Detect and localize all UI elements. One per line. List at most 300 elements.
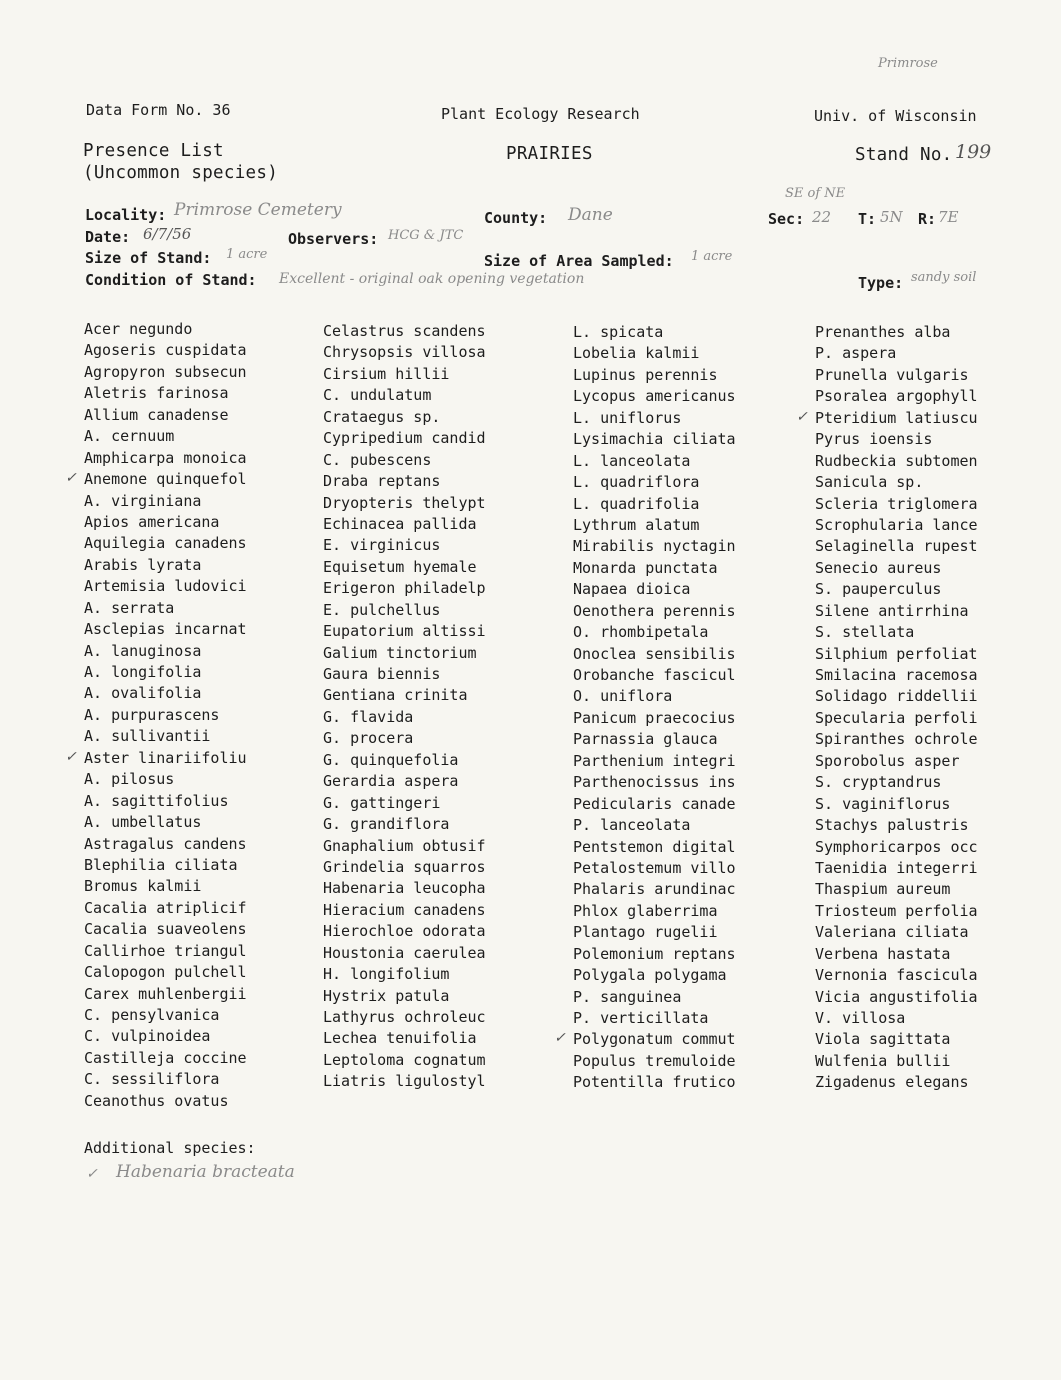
species-name: C. pensylvanica bbox=[84, 1006, 220, 1024]
species-row bbox=[573, 944, 813, 965]
species-name: Prunella vulgaris bbox=[815, 365, 969, 384]
species-name: Dryopteris thelypt bbox=[323, 493, 486, 512]
species-row bbox=[815, 558, 1055, 579]
species-row bbox=[815, 858, 1055, 879]
species-row bbox=[84, 984, 324, 1005]
species-row bbox=[84, 362, 324, 383]
species-name: Cypripedium candid bbox=[323, 429, 486, 448]
species-row bbox=[796, 408, 1055, 429]
species-name: S. cryptandrus bbox=[815, 773, 942, 792]
species-row bbox=[84, 962, 324, 983]
species-name: A. serrata bbox=[84, 598, 175, 617]
species-name: Bromus kalmii bbox=[84, 877, 202, 896]
species-row bbox=[323, 321, 563, 342]
township-value: 5N bbox=[880, 208, 903, 226]
species-row bbox=[815, 494, 1055, 515]
species-name: Cirsium hillii bbox=[323, 364, 450, 383]
species-row bbox=[84, 340, 324, 361]
species-name: Ceanothus ovatus bbox=[84, 1091, 229, 1110]
size-of-stand-value: 1 acre bbox=[226, 247, 268, 262]
species-name: Lycopus americanus bbox=[573, 387, 736, 406]
species-name: O. rhombipetala bbox=[573, 623, 709, 642]
species-row bbox=[815, 579, 1055, 600]
species-name: Potentilla frutico bbox=[573, 1073, 736, 1092]
species-row bbox=[323, 1007, 563, 1028]
species-name: Valeriana ciliata bbox=[815, 923, 969, 942]
species-row bbox=[323, 1050, 563, 1071]
species-name: Scleria triglomera bbox=[815, 494, 978, 513]
species-name: Callirhoe triangul bbox=[84, 941, 247, 960]
species-row bbox=[84, 876, 324, 897]
species-name: V. villosa bbox=[815, 1009, 906, 1027]
species-row bbox=[84, 1048, 324, 1069]
species-name: H. longifolium bbox=[323, 965, 450, 984]
species-row bbox=[573, 901, 813, 922]
species-row bbox=[323, 535, 563, 556]
species-name: A. sullivantii bbox=[84, 727, 211, 746]
species-row bbox=[815, 944, 1055, 965]
species-row bbox=[815, 322, 1055, 343]
species-name: Leptoloma cognatum bbox=[323, 1050, 486, 1069]
species-row bbox=[84, 619, 324, 640]
species-name: C. vulpinoidea bbox=[84, 1027, 211, 1046]
species-row bbox=[815, 472, 1055, 493]
species-row bbox=[573, 622, 813, 643]
species-row bbox=[323, 407, 563, 428]
species-row bbox=[815, 708, 1055, 729]
species-row bbox=[323, 643, 563, 664]
species-name: Pentstemon digital bbox=[573, 837, 736, 856]
species-row bbox=[573, 579, 813, 600]
species-name: G. grandiflora bbox=[323, 815, 450, 834]
species-row bbox=[84, 512, 324, 533]
range-value: 7E bbox=[938, 208, 959, 226]
species-row bbox=[815, 922, 1055, 943]
species-name: Hierochloe odorata bbox=[323, 922, 486, 941]
species-row bbox=[84, 1005, 324, 1026]
species-name: A. umbellatus bbox=[84, 813, 202, 832]
species-row bbox=[573, 794, 813, 815]
species-name: Cacalia suaveolens bbox=[84, 920, 247, 939]
species-name: Petalostemum villo bbox=[573, 858, 736, 877]
species-row bbox=[84, 705, 324, 726]
species-name: Napaea dioica bbox=[573, 580, 691, 599]
species-row bbox=[84, 319, 324, 340]
species-name: Verbena hastata bbox=[815, 944, 951, 963]
species-name: Polygonatum commut bbox=[573, 1030, 736, 1049]
species-row bbox=[65, 748, 324, 769]
species-row bbox=[323, 664, 563, 685]
organization: Plant Ecology Research bbox=[441, 105, 640, 123]
species-name: Erigeron philadelp bbox=[323, 579, 486, 598]
species-name: Parthenium integri bbox=[573, 751, 736, 770]
species-name: Calopogon pulchell bbox=[84, 963, 247, 982]
species-row bbox=[323, 814, 563, 835]
species-row bbox=[84, 641, 324, 662]
species-row bbox=[84, 598, 324, 619]
species-row bbox=[573, 965, 813, 986]
species-name: Cacalia atriplicif bbox=[84, 898, 247, 917]
range-label: R: bbox=[918, 210, 937, 228]
species-name: Gerardia aspera bbox=[323, 772, 459, 791]
county-value: Dane bbox=[568, 205, 613, 225]
species-row bbox=[323, 986, 563, 1007]
section-value: 22 bbox=[812, 208, 832, 226]
species-row bbox=[815, 451, 1055, 472]
species-name: Arabis lyrata bbox=[84, 555, 202, 574]
species-name: Symphoricarpos occ bbox=[815, 837, 978, 856]
species-row bbox=[573, 858, 813, 879]
species-row bbox=[323, 964, 563, 985]
species-name: G. quinquefolia bbox=[323, 750, 459, 769]
species-row bbox=[573, 558, 813, 579]
species-name: Selaginella rupest bbox=[815, 537, 978, 556]
species-name: Blephilia ciliata bbox=[84, 855, 238, 874]
species-row bbox=[323, 450, 563, 471]
species-name: Hystrix patula bbox=[323, 986, 450, 1005]
species-row bbox=[84, 448, 324, 469]
species-name: Lupinus perennis bbox=[573, 365, 718, 384]
species-row bbox=[573, 515, 813, 536]
species-row bbox=[573, 751, 813, 772]
species-name: Agoseris cuspidata bbox=[84, 341, 247, 360]
species-row bbox=[323, 728, 563, 749]
species-name: A. pilosus bbox=[84, 770, 175, 789]
species-name: Gaura biennis bbox=[323, 665, 441, 683]
species-name: Oenothera perennis bbox=[573, 601, 736, 620]
species-row bbox=[815, 751, 1055, 772]
species-name: G. procera bbox=[323, 729, 414, 748]
additional-species-entry: Habenaria bracteata bbox=[116, 1162, 295, 1182]
species-row bbox=[573, 386, 813, 407]
species-name: A. purpurascens bbox=[84, 705, 220, 724]
species-name: L. quadrifolia bbox=[573, 494, 700, 513]
species-name: P. sanguinea bbox=[573, 987, 682, 1006]
species-name: Chrysopsis villosa bbox=[323, 343, 486, 362]
corner-note: Primrose bbox=[878, 56, 938, 71]
species-row bbox=[323, 385, 563, 406]
species-name: Pteridium latiuscu bbox=[815, 408, 978, 427]
species-name: Liatris ligulostyl bbox=[323, 1072, 486, 1091]
species-name: Senecio aureus bbox=[815, 558, 942, 577]
species-column-1 bbox=[65, 319, 324, 1112]
species-row bbox=[815, 536, 1055, 557]
species-row bbox=[323, 621, 563, 642]
species-row bbox=[815, 729, 1055, 750]
species-row bbox=[84, 1069, 324, 1090]
species-row bbox=[323, 943, 563, 964]
species-row bbox=[815, 686, 1055, 707]
locality-value: Primrose Cemetery bbox=[174, 200, 342, 220]
species-row bbox=[573, 343, 813, 364]
species-name: S. vaginiflorus bbox=[815, 794, 951, 813]
species-row bbox=[815, 644, 1055, 665]
county-label: County: bbox=[484, 209, 548, 227]
species-row bbox=[323, 578, 563, 599]
species-name: Pyrus ioensis bbox=[815, 430, 933, 449]
species-name: Crataegus sp. bbox=[323, 407, 441, 426]
species-name: Silene antirrhina bbox=[815, 601, 969, 620]
species-row bbox=[573, 494, 813, 515]
species-name: Asclepias incarnat bbox=[84, 620, 247, 639]
species-row bbox=[65, 469, 324, 490]
species-row bbox=[323, 364, 563, 385]
species-row bbox=[815, 772, 1055, 793]
stand-number-label: Stand No. bbox=[855, 145, 953, 165]
species-name: L. uniflorus bbox=[573, 408, 682, 427]
page-subtitle: (Uncommon species) bbox=[83, 163, 279, 183]
additional-check-mark: ✓ bbox=[86, 1166, 98, 1182]
species-row bbox=[323, 493, 563, 514]
page-title: Presence List bbox=[83, 141, 224, 161]
species-name: Vicia angustifolia bbox=[815, 987, 978, 1006]
species-row bbox=[573, 644, 813, 665]
species-name: A. sagittifolius bbox=[84, 791, 229, 810]
check-mark: ✓ bbox=[796, 408, 808, 425]
species-name: Scrophularia lance bbox=[815, 515, 978, 534]
species-row bbox=[815, 901, 1055, 922]
species-name: L. quadriflora bbox=[573, 473, 700, 492]
species-name: Lobelia kalmii bbox=[573, 344, 700, 363]
species-name: Monarda punctata bbox=[573, 558, 718, 577]
species-row bbox=[815, 815, 1055, 836]
species-name: Prenanthes alba bbox=[815, 323, 951, 341]
species-name: Polygala polygama bbox=[573, 966, 727, 985]
species-name: Apios americana bbox=[84, 512, 220, 531]
check-mark: ✓ bbox=[65, 748, 77, 765]
species-name: Celastrus scandens bbox=[323, 322, 486, 340]
species-row bbox=[84, 791, 324, 812]
species-name: P. verticillata bbox=[573, 1009, 709, 1027]
observers-value: HCG & JTC bbox=[388, 228, 464, 243]
species-row bbox=[573, 815, 813, 836]
species-row bbox=[573, 729, 813, 750]
species-row bbox=[84, 941, 324, 962]
species-row bbox=[84, 426, 324, 447]
species-name: Orobanche fascicul bbox=[573, 666, 736, 684]
species-row bbox=[573, 686, 813, 707]
species-row bbox=[573, 322, 813, 343]
species-row bbox=[323, 342, 563, 363]
size-area-sampled-label: Size of Area Sampled: bbox=[484, 252, 674, 270]
species-row bbox=[815, 343, 1055, 364]
species-row bbox=[84, 491, 324, 512]
species-name: P. aspera bbox=[815, 344, 897, 363]
species-row bbox=[573, 1008, 813, 1029]
species-name: Lythrum alatum bbox=[573, 515, 700, 534]
observers-label: Observers: bbox=[288, 230, 379, 248]
species-row bbox=[323, 428, 563, 449]
species-name: Parthenocissus ins bbox=[573, 773, 736, 792]
species-row bbox=[323, 707, 563, 728]
size-of-stand-label: Size of Stand: bbox=[85, 249, 212, 267]
locality-label: Locality: bbox=[85, 206, 167, 224]
species-name: A. longifolia bbox=[84, 663, 202, 681]
species-name: Psoralea argophyll bbox=[815, 387, 978, 406]
date-value: 6/7/56 bbox=[143, 225, 192, 243]
species-name: Lathyrus ochroleuc bbox=[323, 1008, 486, 1026]
species-row bbox=[573, 1051, 813, 1072]
species-row bbox=[323, 857, 563, 878]
species-name: P. lanceolata bbox=[573, 816, 691, 835]
species-row bbox=[323, 1028, 563, 1049]
species-name: Gnaphalium obtusif bbox=[323, 836, 486, 855]
species-name: Smilacina racemosa bbox=[815, 666, 978, 684]
species-row bbox=[323, 514, 563, 535]
species-row bbox=[815, 429, 1055, 450]
species-row bbox=[84, 405, 324, 426]
species-name: Mirabilis nyctagin bbox=[573, 537, 736, 556]
species-name: Lysimachia ciliata bbox=[573, 430, 736, 449]
species-row bbox=[323, 471, 563, 492]
species-row bbox=[323, 921, 563, 942]
species-name: Thaspium aureum bbox=[815, 880, 951, 899]
species-row bbox=[84, 383, 324, 404]
condition-label: Condition of Stand: bbox=[85, 271, 257, 289]
species-row bbox=[323, 793, 563, 814]
species-row bbox=[84, 555, 324, 576]
species-row bbox=[573, 451, 813, 472]
species-name: A. virginiana bbox=[84, 491, 202, 510]
species-row bbox=[84, 769, 324, 790]
species-row bbox=[573, 665, 813, 686]
species-name: Rudbeckia subtomen bbox=[815, 451, 978, 470]
species-name: Sporobolus asper bbox=[815, 751, 960, 770]
size-area-sampled-value: 1 acre bbox=[691, 249, 733, 264]
species-name: C. undulatum bbox=[323, 386, 432, 405]
species-row bbox=[84, 812, 324, 833]
species-row bbox=[84, 576, 324, 597]
species-row bbox=[573, 601, 813, 622]
university: Univ. of Wisconsin bbox=[814, 107, 977, 125]
species-row bbox=[815, 515, 1055, 536]
species-name: Silphium perfoliat bbox=[815, 644, 978, 663]
species-row bbox=[815, 879, 1055, 900]
species-name: Triosteum perfolia bbox=[815, 901, 978, 920]
species-name: Parnassia glauca bbox=[573, 730, 718, 749]
species-name: Aster linariifoliu bbox=[84, 748, 247, 767]
species-row bbox=[573, 1072, 813, 1093]
species-name: A. lanuginosa bbox=[84, 641, 202, 660]
species-name: Populus tremuloide bbox=[573, 1051, 736, 1070]
species-name: Solidago riddellii bbox=[815, 687, 978, 706]
species-row bbox=[815, 1072, 1055, 1093]
species-row bbox=[84, 919, 324, 940]
check-mark: ✓ bbox=[65, 470, 77, 487]
species-name: Stachys palustris bbox=[815, 816, 969, 835]
species-row bbox=[84, 533, 324, 554]
additional-species-label: Additional species: bbox=[84, 1139, 256, 1157]
species-row bbox=[84, 662, 324, 683]
species-name: C. pubescens bbox=[323, 450, 432, 469]
species-row bbox=[815, 965, 1055, 986]
species-column-4 bbox=[796, 322, 1055, 1094]
species-name: Galium tinctorium bbox=[323, 643, 477, 662]
species-row bbox=[323, 836, 563, 857]
species-name: Spiranthes ochrole bbox=[815, 730, 978, 749]
species-row bbox=[815, 601, 1055, 622]
species-row bbox=[815, 1029, 1055, 1050]
species-name: Artemisia ludovici bbox=[84, 577, 247, 596]
species-name: Viola sagittata bbox=[815, 1030, 951, 1049]
species-column-3 bbox=[554, 322, 813, 1094]
species-row bbox=[84, 1091, 324, 1112]
species-name: Hieracium canadens bbox=[323, 900, 486, 919]
species-row bbox=[815, 365, 1055, 386]
species-row bbox=[573, 365, 813, 386]
species-row bbox=[815, 1008, 1055, 1029]
species-name: Phalaris arundinac bbox=[573, 880, 736, 899]
species-name: G. gattingeri bbox=[323, 793, 441, 812]
species-row bbox=[84, 855, 324, 876]
species-row bbox=[815, 622, 1055, 643]
species-row bbox=[573, 708, 813, 729]
species-name: E. pulchellus bbox=[323, 600, 441, 619]
type-value: sandy soil bbox=[911, 270, 977, 285]
species-row bbox=[84, 898, 324, 919]
species-name: Aletris farinosa bbox=[84, 384, 229, 403]
species-row bbox=[84, 683, 324, 704]
species-name: Agropyron subsecun bbox=[84, 362, 247, 381]
species-name: Vernonia fascicula bbox=[815, 966, 978, 985]
species-row bbox=[573, 429, 813, 450]
township-label: T: bbox=[858, 210, 877, 228]
species-name: L. lanceolata bbox=[573, 451, 691, 470]
species-row bbox=[815, 1051, 1055, 1072]
species-name: Gentiana crinita bbox=[323, 686, 468, 705]
section-note: SE of NE bbox=[785, 186, 846, 201]
species-name: Habenaria leucopha bbox=[323, 879, 486, 898]
species-name: C. sessiliflora bbox=[84, 1070, 220, 1089]
species-name: S. pauperculus bbox=[815, 580, 942, 599]
species-name: Acer negundo bbox=[84, 320, 193, 338]
species-name: A. ovalifolia bbox=[84, 684, 202, 703]
species-name: Amphicarpa monoica bbox=[84, 448, 247, 467]
species-row bbox=[323, 557, 563, 578]
species-row bbox=[323, 878, 563, 899]
species-name: O. uniflora bbox=[573, 687, 673, 706]
species-name: Echinacea pallida bbox=[323, 514, 477, 533]
stand-number-value: 199 bbox=[955, 141, 992, 163]
species-name: G. flavida bbox=[323, 707, 414, 726]
species-name: Carex muhlenbergii bbox=[84, 984, 247, 1003]
species-row bbox=[815, 386, 1055, 407]
species-name: Castilleja coccine bbox=[84, 1048, 247, 1067]
species-name: Grindelia squarros bbox=[323, 857, 486, 876]
species-name: Polemonium reptans bbox=[573, 944, 736, 963]
species-row bbox=[323, 750, 563, 771]
species-name: Panicum praecocius bbox=[573, 708, 736, 727]
species-name: Aquilegia canadens bbox=[84, 534, 247, 553]
species-name: Pedicularis canade bbox=[573, 794, 736, 813]
section-label: Sec: bbox=[768, 210, 805, 228]
check-mark: ✓ bbox=[554, 1030, 566, 1047]
species-row bbox=[573, 922, 813, 943]
species-row bbox=[554, 1029, 813, 1050]
species-name: S. stellata bbox=[815, 623, 915, 642]
species-row bbox=[815, 665, 1055, 686]
species-row bbox=[84, 834, 324, 855]
species-name: Wulfenia bullii bbox=[815, 1051, 951, 1070]
condition-value: Excellent - original oak opening vegetation bbox=[279, 271, 585, 287]
species-row bbox=[323, 900, 563, 921]
species-name: Astragalus candens bbox=[84, 834, 247, 853]
species-row bbox=[573, 987, 813, 1008]
species-name: Onoclea sensibilis bbox=[573, 644, 736, 663]
species-row bbox=[573, 536, 813, 557]
species-name: Taenidia integerri bbox=[815, 858, 978, 877]
species-row bbox=[84, 726, 324, 747]
